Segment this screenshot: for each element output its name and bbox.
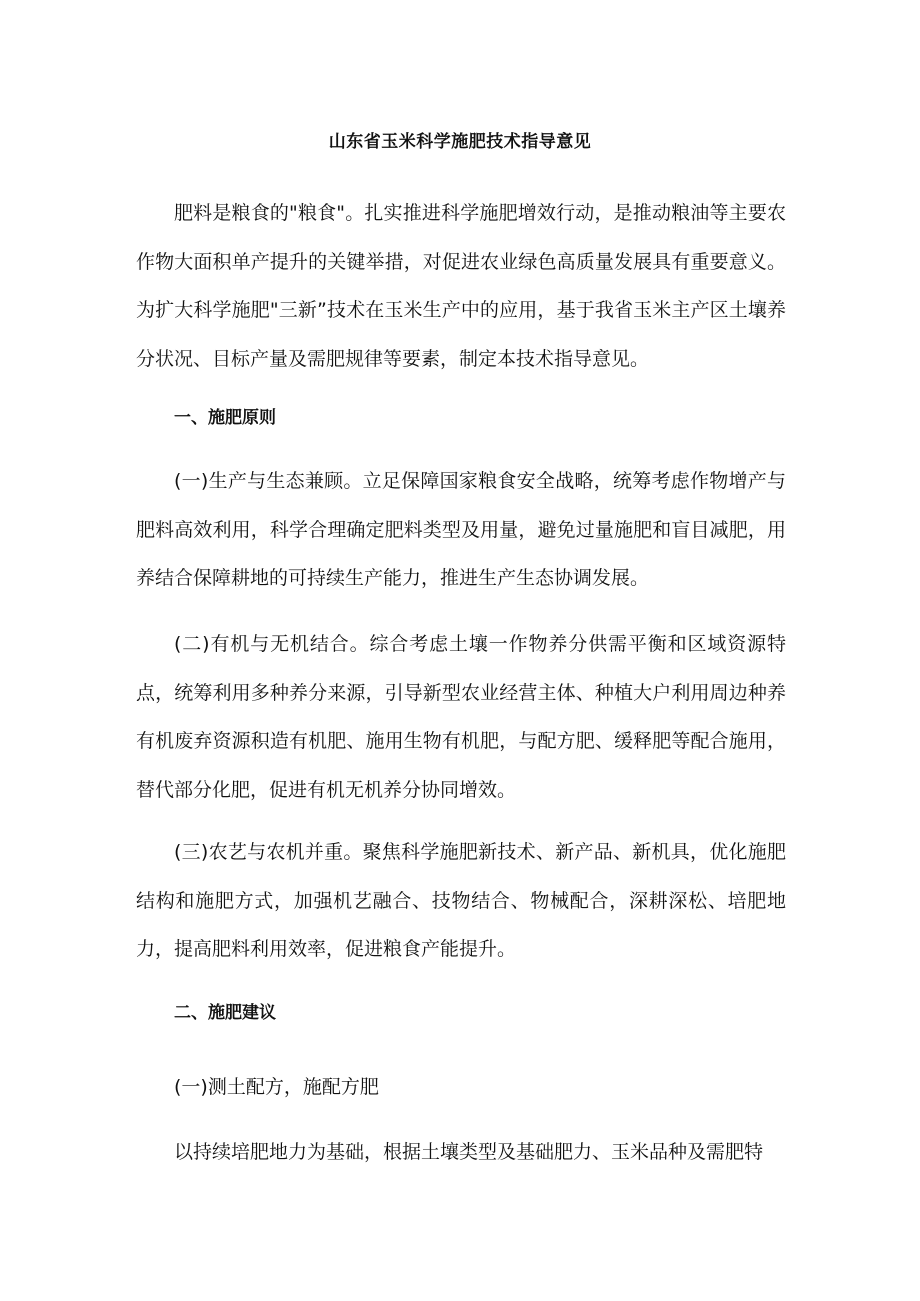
principle-item-1: (一)生产与生态兼顾。立足保障国家粮食安全战略，统筹考虑作物增产与肥料高效利用，科学合理确定肥料类型及用量，避免过量施肥和盲目减肥，用养结合保障耕地的可持续生产能力，推进生产生态协调发展。 (136, 470, 786, 589)
section-heading-suggestions: 二、施肥建议 (174, 1003, 276, 1023)
section-heading-principles: 一、施肥原则 (174, 408, 276, 428)
principle-item-2: (二)有机与无机结合。综合考虑土壤一作物养分供需平衡和区域资源特点，统筹利用多种养分来源，引导新型农业经营主体、种植大户利用周边种养有机废弃资源积造有机肥、施用生物有机肥，与配方肥、缓释肥等配合施用，替代部分化肥，促进有机无机养分协同增效。 (136, 633, 786, 801)
intro-paragraph: 肥料是粮食的"粮食"。扎实推进科学施肥增效行动，是推动粮油等主要农作物大面积单产提升的关键举措，对促进农业绿色高质量发展具有重要意义。为扩大科学施肥"三新”技术在玉米生产中的应用，基于我省玉米主产区土壤养分状况、目标产量及需肥规律等要素，制定本技术指导意见。 (136, 202, 786, 370)
suggestion-paragraph: 以持续培肥地力为基础，根据土壤类型及基础肥力、玉米品种及需肥特 (174, 1141, 764, 1163)
subsection-heading-formula: (一)测土配方，施配方肥 (174, 1076, 379, 1098)
principle-item-3: (三)农艺与农机并重。聚焦科学施肥新技术、新产品、新机具，优化施肥结构和施肥方式，加强机艺融合、技物结合、物械配合，深耕深松、培肥地力，提高肥料利用效率，促进粮食产能提升。 (136, 841, 786, 960)
document-title: 山东省玉米科学施肥技术指导意见 (328, 132, 592, 152)
